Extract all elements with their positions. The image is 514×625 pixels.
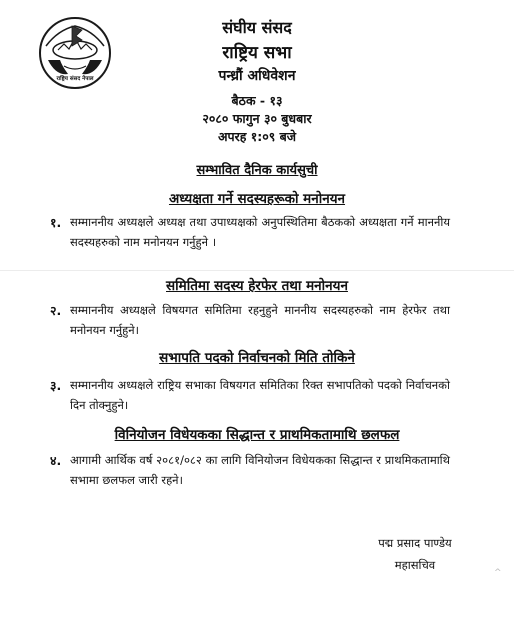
item-text-2: सम्माननीय अध्यक्षले विषयगत समितिमा रहनुहुने माननीय सदस्यहरुको नाम हेरफेर तथा मनोनयन गर्नुहुने। (70, 303, 450, 337)
header-session: पन्ध्रौं अधिवेशन (218, 68, 296, 84)
section-heading-4: विनियोजन विधेयकका सिद्धान्त र प्राथमिकतामाथि छलफल (114, 427, 400, 443)
item-text-4: आगामी आर्थिक वर्ष २०८१/०८२ का लागि विनियोजन विधेयकका सिद्धान्त र प्राथमिकतामाथि सभामा छलफल जारी रहने। (70, 453, 450, 487)
item-text-1: सम्माननीय अध्यक्षले अध्यक्ष तथा उपाध्यक्षको अनुपस्थितिमा बैठकको अध्यक्षता गर्ने माननीय सदस्यहरुको नाम मनोनयन गर्नुहुने । (70, 215, 450, 249)
divider-line (0, 270, 514, 271)
agenda-title: सम्भावित दैनिक कार्यसुची (196, 163, 318, 178)
signatory-title: महासचिव (394, 558, 436, 572)
item-number-3: ३. (50, 378, 62, 393)
header-national-assembly: राष्ट्रिय सभा (222, 43, 292, 63)
item-number-1: १. (50, 215, 62, 230)
header-time: अपरह १:०९ बजे (217, 129, 296, 144)
header-meeting-number: बैठक - १३ (231, 93, 283, 108)
item-number-2: २. (50, 303, 62, 318)
section-heading-1: अध्यक्षता गर्ने सदस्यहरूको मनोनयन (168, 191, 346, 207)
header-federal-parliament: संघीय संसद (222, 18, 292, 37)
signatory-name: पद्म प्रसाद पाण्डेय (378, 536, 452, 550)
header-date: २०८० फागुन ३० बुधबार (202, 111, 312, 126)
emblem-caption: राष्ट्रिय संसद नेपाल (56, 76, 94, 82)
item-text-3: सम्माननीय अध्यक्षले राष्ट्रिय सभाका विषयगत समितिका रिक्त सभापतिको पदको निर्वाचनको दिन तोक्नुहुने। (70, 378, 450, 412)
item-number-4: ४. (50, 453, 62, 468)
corner-mark: ^ (494, 568, 502, 578)
section-heading-3: सभापति पदको निर्वाचनको मिति तोकिने (159, 350, 355, 366)
section-heading-2: समितिमा सदस्य हेरफेर तथा मनोनयन (166, 278, 348, 294)
